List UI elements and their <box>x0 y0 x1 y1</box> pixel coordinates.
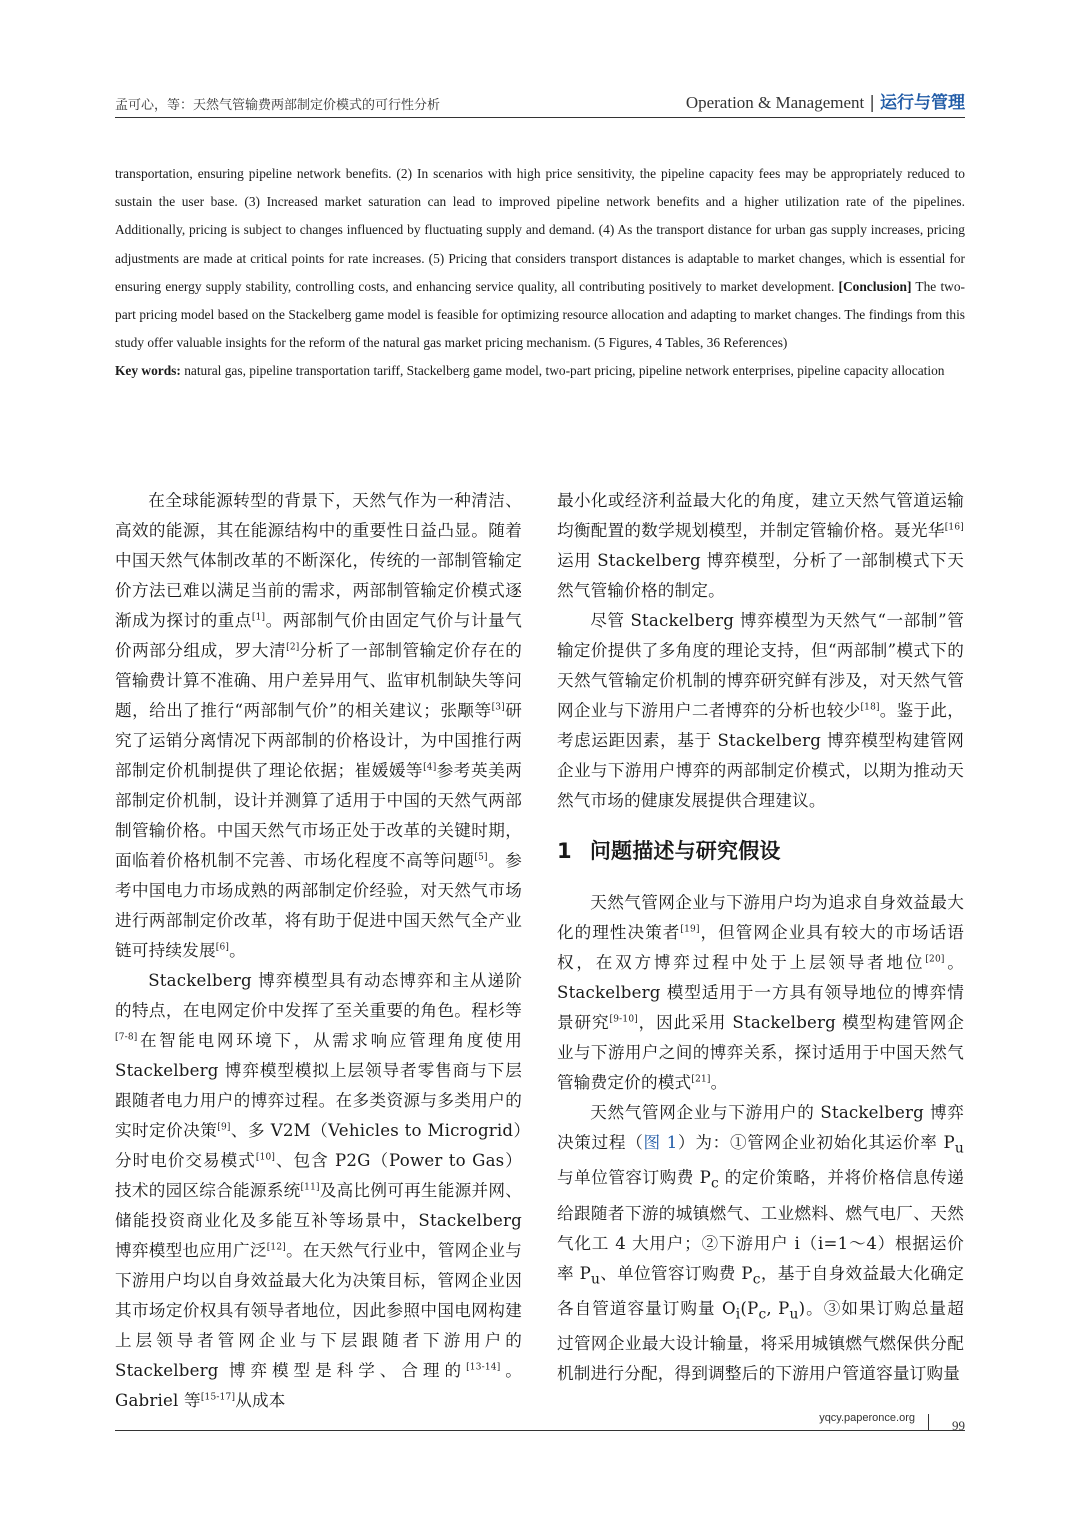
text: 。两部制气价由固定气价与计量气价两部分组成，罗大清 <box>115 611 522 660</box>
header-rule <box>115 117 965 118</box>
citation[interactable]: [19] <box>680 924 700 935</box>
left-column <box>115 486 522 1416</box>
citation[interactable]: [15-17] <box>200 1392 236 1403</box>
page-footer <box>115 1408 965 1436</box>
text: 的定价策略，并将价格信息传递给跟随者下游的城镇燃气、工业燃料、燃气电厂、天然气化工 4 大用户；②下游用户 i（i=1～4）根据运价率 P <box>557 1168 964 1283</box>
right-column <box>557 486 964 1389</box>
text: 。鉴于此，考虑运距因素，基于 Stackelberg 博弈模型构建管网企业与下游用户博弈的两部制定价模式，以期为推动天然气市场的健康发展提供合理建议。 <box>557 701 965 810</box>
text: 及高比例可再生能源并网、储能投资商业化及多能互补等场景中，Stackelberg 博弈模型也应用广泛 <box>115 1181 523 1260</box>
subscript: c <box>711 1175 719 1192</box>
english-abstract <box>115 160 965 386</box>
citation[interactable]: [13-14] <box>466 1362 501 1373</box>
page-number: 99 <box>952 1418 965 1433</box>
left-paragraph-1 <box>115 486 522 966</box>
text: 。在天然气行业中，管网企业与下游用户均以自身效益最大化为决策目标，管网企业因其市场定价权具有领导者地位，因此参照中国电网构建上层领导者管网企业与下层跟随者下游用户的 Stackelberg 博弈模型是科学、合理的 <box>115 1241 522 1380</box>
abstract-text-1: transportation, ensuring pipeline network benefits. (2) In scenarios with high price sensitivity, the pipeline capacity fees may be appropriately reduced to sustain the user base. (3) Increased market saturation can lead to improved pipeline network benefits and a higher utilization rate of the pipelines. Additionally, pricing is subject to changes influenced by fluctuating supply and demand. (4) As the transport distance for urban gas supply increases, pricing adjustments are made at critical points for rate increases. (5) Pricing that considers transport distances is adaptable to market changes, which is essential for ensuring energy supply stability, controlling costs, and enhancing service quality, all contributing positively to market development. <box>115 166 965 294</box>
header-author-title: 孟可心，等：天然气管输费两部制定价模式的可行性分析 <box>115 98 441 113</box>
text: 最小化或经济利益最大化的角度，建立天然气管道运输均衡配置的数学规划模型，并制定管输价格。聂光华 <box>557 491 964 540</box>
keywords-label: Key words: <box>115 363 181 379</box>
subscript: i <box>735 1306 741 1323</box>
subscript: u <box>954 1140 965 1157</box>
citation[interactable]: [2] <box>286 642 300 653</box>
citation[interactable]: [18] <box>860 702 880 713</box>
citation[interactable]: [21] <box>691 1074 711 1085</box>
text: 、多 V2M（Vehicles to Microgrid）分时电价交易模式 <box>115 1121 522 1170</box>
citation[interactable]: [12] <box>266 1242 286 1253</box>
keywords-text: natural gas, pipeline transportation tariff, Stackelberg game model, two-part pricing, pipeline network enterprises, pipeline capacity allocation <box>180 363 945 379</box>
citation[interactable]: [16] <box>944 522 964 533</box>
text: 尽管 Stackelberg 博弈模型为天然气“一部制”管输定价提供了多角度的理论支持，但“两部制”模式下的天然气管输定价机制的博弈研究鲜有涉及，对天然气管网企业与下游用户二者博弈的分析也较少 <box>557 611 964 720</box>
conclusion-label: [Conclusion] <box>838 278 912 294</box>
footer-url[interactable]: yqcy.paperonce.org <box>819 1412 915 1424</box>
text: ，因此采用 Stackelberg 模型构建管网企业与下游用户之间的博弈关系，探讨适用于中国天然气管输费定价的模式 <box>557 1013 964 1092</box>
text: 与单位管容订购费 P <box>557 1168 712 1188</box>
section-number: 1 <box>557 839 572 863</box>
text: (P <box>740 1298 759 1318</box>
citation[interactable]: [1] <box>251 612 266 623</box>
text: 参考英美两部制定价机制，设计并测算了适用于中国的天然气两部制管输价格。中国天然气市场正处于改革的关键时期，面临着价格机制不完善、市场化程度不高等问题 <box>115 761 522 870</box>
right-paragraph-1 <box>557 606 964 816</box>
section-heading <box>557 836 964 866</box>
citation[interactable]: [6] <box>215 942 230 953</box>
abstract-body <box>115 160 965 357</box>
text: 天然气管网企业与下游用户均为追求自身效益最大化的理性决策者 <box>557 893 964 942</box>
text: 在智能电网环境下，从需求响应管理角度使用 Stackelberg 博弈模型模拟上层领导者零售商与下层跟随者电力用户的博弈过程。在多类资源与多类用户的实时定价决策 <box>115 1031 522 1140</box>
right-paragraph-continued <box>557 486 964 606</box>
citation[interactable]: [9-10] <box>609 1014 638 1025</box>
keywords <box>115 357 965 385</box>
footer-rule <box>115 1430 965 1431</box>
right-paragraph-3 <box>557 1098 964 1389</box>
text: 在全球能源转型的背景下，天然气作为一种清洁、高效的能源，其在能源结构中的重要性日益凸显。随着中国天然气体制改革的不断深化，传统的一部制管输定价方法已难以满足当前的需求，两部制管输定价模式逐渐成为探讨的重点 <box>115 491 522 630</box>
section-title: 问题描述与研究假设 <box>589 839 781 863</box>
text: ）为：①管网企业初始化其运价率 P <box>677 1133 955 1152</box>
text: 。参考中国电力市场成熟的两部制定价经验，对天然气市场进行两部制定价改革，将有助于促进中国天然气全产业链可持续发展 <box>115 851 522 960</box>
text: 分析了一部制管输定价存在的管输费计算不准确、用户差异用气、监审机制缺失等问题，给出了推行“两部制气价”的相关建议；张颙等 <box>115 641 523 720</box>
header-separator: | <box>869 93 875 113</box>
text: Stackelberg 博弈模型具有动态博弈和主从递阶的特点，在电网定价中发挥了至关重要的角色。程杉等 <box>115 971 522 1020</box>
figure-reference[interactable]: 图 1 <box>643 1133 678 1152</box>
text: 研究了运销分离情况下两部制的价格设计，为中国推行两部制定价机制提供了理论依据；崔媛媛等 <box>115 701 522 780</box>
text: 。Stackelberg 模型适用于一方具有领导地位的博弈情景研究 <box>557 953 964 1032</box>
text: ，基于自身效益最大化确定各自管道容量订购量 O <box>557 1263 964 1318</box>
right-paragraph-2 <box>557 888 964 1098</box>
left-paragraph-2 <box>115 966 522 1416</box>
text: )。③如果订购总量超过管网企业最大设计输量，将采用城镇燃气燃保供分配机制进行分配，得到调整后的下游用户管道容量订购量 <box>557 1298 964 1384</box>
text: ，但管网企业具有较大的市场话语权，在双方博弈过程中处于上层领导者地位 <box>557 923 965 972</box>
citation[interactable]: [9] <box>217 1122 231 1133</box>
text: 。Gabriel 等 <box>115 1361 523 1410</box>
citation[interactable]: [10] <box>255 1152 276 1163</box>
citation[interactable]: [5] <box>474 852 488 863</box>
header-section-cn: 运行与管理 <box>880 93 965 113</box>
text: 从成本 <box>235 1391 286 1410</box>
citation[interactable]: [7-8] <box>115 1032 138 1043</box>
citation[interactable]: [20] <box>925 954 945 965</box>
header-section <box>686 88 965 113</box>
text: 天然气管网企业与下游用户的 Stackelberg 博弈决策过程（ <box>557 1103 964 1152</box>
text: 、包含 P2G（Power to Gas）技术的园区综合能源系统 <box>115 1151 522 1200</box>
subscript: c <box>752 1270 761 1287</box>
text: 。 <box>710 1073 728 1092</box>
subscript: u <box>789 1306 799 1323</box>
text: 。 <box>229 941 246 960</box>
text: 运用 Stackelberg 博弈模型，分析了一部制模式下天然气管输价格的制定。 <box>557 551 964 600</box>
text: 、单位管容订购费 P <box>600 1263 753 1283</box>
abstract-text-2: The two-part pricing model based on the Stackelberg game model is feasible for optimizing resource allocation and adapting to market changes. The findings from this study offer valuable insights for the reform of the natural gas market pricing mechanism. (5 Figures, 4 Tables, 36 References) <box>115 278 965 351</box>
citation[interactable]: [11] <box>300 1182 320 1193</box>
header-section-en: Operation & Management <box>685 93 865 112</box>
text: , P <box>766 1298 790 1318</box>
footer-divider <box>928 1414 929 1430</box>
citation[interactable]: [3] <box>491 702 505 713</box>
citation[interactable]: [4] <box>423 762 437 773</box>
subscript: c <box>758 1306 767 1323</box>
subscript: u <box>590 1270 601 1287</box>
running-header <box>115 86 965 118</box>
